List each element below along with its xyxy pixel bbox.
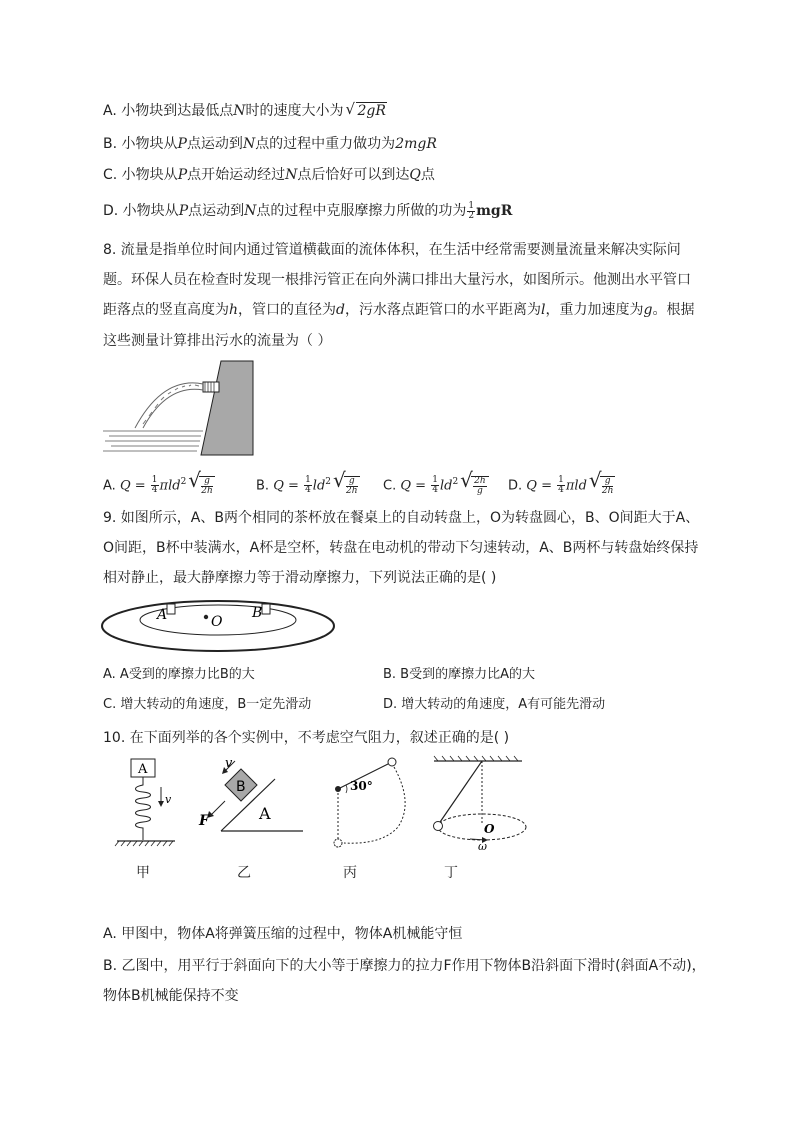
sqrt-symbol: √ 2gR bbox=[345, 100, 386, 119]
water-arc-inner bbox=[143, 389, 203, 428]
svg-text:A: A bbox=[259, 804, 271, 823]
svg-text:F: F bbox=[199, 813, 209, 829]
q9-stem-line-1: 9. 如图所示，A、B两个相同的茶杯放在餐桌上的自动转盘上，O为转盘圆心，B、O间距大于A、 bbox=[103, 510, 700, 526]
q9-option-d: D. 增大转动的角速度，A有可能先滑动 bbox=[383, 697, 606, 712]
q9-option-b: B. B受到的摩擦力比A的大 bbox=[383, 667, 535, 682]
label-o: O bbox=[211, 614, 223, 630]
q9-stem-line-2: O间距，B杯中装满水，A杯是空杯，转盘在电动机的带动下匀速转动，A、B两杯与转盘始终保持 bbox=[103, 540, 699, 556]
wall-slope bbox=[201, 361, 253, 455]
q10-option-b-line-2: 物体B机械能保持不变 bbox=[103, 988, 239, 1004]
incline-figure bbox=[197, 757, 309, 837]
q8-option-a: A. Q = $\frac{1}{4}$ πld$^2$ √ $\frac{g}{2h}$ bbox=[103, 468, 213, 497]
conical-pendulum-figure bbox=[430, 755, 528, 851]
svg-text:B: B bbox=[236, 779, 246, 795]
q10-option-a: A. 甲图中，物体A将弹簧压缩的过程中，物体A机械能守恒 bbox=[103, 926, 463, 942]
q9-stem-line-3: 相对静止，最大静摩擦力等于滑动摩擦力，下列说法正确的是( ) bbox=[103, 570, 497, 586]
svg-text:O: O bbox=[484, 822, 495, 836]
sewage-pipe-figure bbox=[103, 358, 263, 458]
water-surface bbox=[103, 431, 203, 451]
spring bbox=[136, 777, 151, 840]
q8-option-c: C. Q = $\frac{1}{4}$ $ld^2$ √ $\frac{2h}{g}$ bbox=[383, 472, 489, 497]
q8-stem-line-1: 8. 流量是指单位时间内通过管道横截面的流体体积，在生活中经常需要测量流量来解决实际问 bbox=[103, 242, 681, 258]
q9-option-a: A. A受到的摩擦力比B的大 bbox=[103, 667, 255, 682]
caption-ding: 丁 bbox=[444, 865, 458, 881]
spring-figure bbox=[113, 755, 185, 851]
q10-option-b-line-1: B. 乙图中，用平行于斜面向下的大小等于摩擦力的拉力F作用下物体B沿斜面下滑时(斜面A不动)， bbox=[103, 958, 706, 974]
svg-text:30°: 30° bbox=[350, 779, 373, 793]
q8-option-b: B. Q = $\frac{1}{4}$ $ld^2$ √ $\frac{g}{2h}$ bbox=[256, 468, 358, 497]
fraction: $\frac{1}{2}$ bbox=[468, 200, 475, 221]
q10-stem: 10. 在下面列举的各个实例中，不考虑空气阻力，叙述正确的是( ) bbox=[103, 730, 510, 746]
caption-jia: 甲 bbox=[136, 865, 150, 881]
svg-text:v: v bbox=[225, 757, 233, 771]
q7-option-d: D. 小物块从P点运动到N点的过程中克服摩擦力所做的功为 $\frac{1}{2}$ mgR bbox=[103, 200, 513, 221]
svg-text:v: v bbox=[165, 793, 172, 806]
cup-a bbox=[167, 604, 175, 614]
q8-stem-line-3: 距落点的竖直高度为h，管口的直径为d，污水落点距管口的水平距离为l，重力加速度为g。根据 bbox=[103, 302, 695, 318]
svg-text:A: A bbox=[138, 762, 148, 777]
cup-b bbox=[262, 604, 270, 614]
center-dot bbox=[204, 615, 208, 619]
caption-yi: 乙 bbox=[237, 865, 251, 881]
q8-option-d: D. Q = $\frac{1}{4}$ πld √ $\frac{g}{2h}$ bbox=[508, 468, 614, 497]
rod-pendulum-figure bbox=[328, 755, 412, 851]
label-b: B bbox=[252, 605, 263, 621]
caption-bing: 丙 bbox=[343, 865, 357, 881]
label-a: A bbox=[157, 607, 168, 623]
turntable-figure bbox=[100, 598, 340, 654]
q8-stem-line-2: 题。环保人员在检查时发现一根排污管正在向外满口排出大量污水，如图所示。他测出水平管口 bbox=[103, 272, 691, 288]
q7-option-c: C. 小物块从P点开始运动经过N点后恰好可以到达Q点 bbox=[103, 167, 435, 183]
svg-text:ω: ω bbox=[478, 840, 487, 851]
q7-option-b: B. 小物块从P点运动到N点的过程中重力做功为2mgR bbox=[103, 136, 437, 152]
q8-stem-line-4: 这些测量计算排出污水的流量为（ ） bbox=[103, 333, 332, 349]
q7-option-a: A. 小物块到达最低点N时的速度大小为 √ 2gR bbox=[103, 100, 386, 119]
q9-option-c: C. 增大转动的角速度，B一定先滑动 bbox=[103, 697, 312, 712]
